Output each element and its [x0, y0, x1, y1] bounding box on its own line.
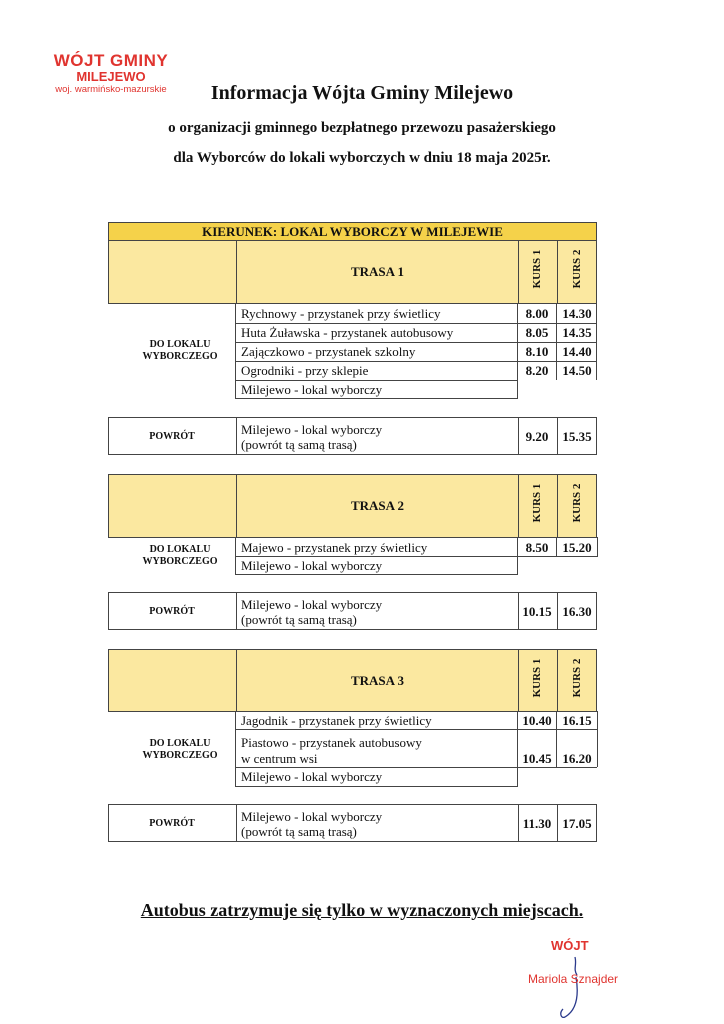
route-2-return-stop: Milejewo - lokal wyborczy [241, 597, 383, 612]
route-1-header [108, 240, 597, 304]
stamp-line3: woj. warmińsko-mazurskie [55, 84, 167, 95]
route-2-return-kurs1: 10.15 [522, 604, 552, 619]
route-1-kurs2-label: KURS 2 [571, 249, 583, 289]
route-1-stop-3: Zajączkowo - przystanek szkolny [241, 344, 416, 359]
footer-note: Autobus zatrzymuje się tylko w wyznaczonych miejscach. [140, 900, 584, 920]
route-3-return-kurs2: 17.05 [562, 816, 592, 831]
route-3-stop-2-kurs1: 10.45 [522, 751, 552, 766]
route-3-kurs1-label: KURS 1 [531, 658, 543, 698]
route-2-header [108, 474, 597, 538]
stamp-line1: WÓJT GMINY [53, 51, 169, 70]
route-2-kurs2-label: KURS 2 [571, 483, 583, 523]
signature-title: WÓJT [551, 938, 589, 953]
route-1-stop-2-kurs2: 14.35 [562, 325, 592, 340]
signature-name: Mariola Sznajder [528, 972, 619, 986]
route-1-stop-1-kurs1: 8.00 [525, 306, 549, 321]
route-3-stop-1: Jagodnik - przystanek przy świetlicy [241, 713, 432, 728]
route-3-to-label: DO LOKALU WYBORCZEGO [142, 738, 218, 761]
route-1-stop-2-kurs1: 8.05 [525, 325, 549, 340]
route-1-stop-4-kurs2: 14.50 [562, 363, 592, 378]
route-2-return-note: (powrót tą samą trasą) [241, 612, 357, 627]
route-1-stop-4: Ogrodniki - przy sklepie [241, 363, 369, 378]
document-subtitle-1: o organizacji gminnego bezpłatnego przewozu pasażerskiego [168, 120, 556, 136]
route-3-header [108, 649, 597, 712]
route-3-title: TRASA 3 [350, 673, 405, 688]
route-3-return-label: POWRÓT [149, 818, 195, 829]
route-3-stop-2-kurs2: 16.20 [562, 751, 592, 766]
route-2-to-label: DO LOKALU WYBORCZEGO [142, 544, 218, 567]
route-2-kurs1-label: KURS 1 [531, 483, 543, 523]
route-2-title: TRASA 2 [350, 498, 405, 513]
route-1-stop-3-kurs2: 14.40 [562, 344, 592, 359]
document-title: Informacja Wójta Gminy Milejewo [210, 82, 514, 104]
route-3-stop-2-line2: w centrum wsi [241, 751, 318, 766]
route-1-to-label: DO LOKALU WYBORCZEGO [142, 339, 218, 362]
route-3-stop-1-kurs2: 16.15 [562, 713, 592, 728]
direction-header [108, 222, 597, 241]
route-1-stop-4-kurs1: 8.20 [525, 363, 549, 378]
route-2-return-label: POWRÓT [149, 606, 195, 617]
route-3-return-note: (powrót tą samą trasą) [241, 824, 357, 839]
route-3-return-stop: Milejewo - lokal wyborczy [241, 809, 383, 824]
route-1-stop-1-kurs2: 14.30 [562, 306, 592, 321]
route-1-kurs1-label: KURS 1 [531, 249, 543, 289]
route-2-stop-1-kurs2: 15.20 [562, 540, 592, 555]
route-1-return-label: POWRÓT [149, 431, 195, 442]
route-1-return-kurs1: 9.20 [525, 429, 549, 444]
route-3-return-kurs1: 11.30 [522, 816, 552, 831]
document-subtitle-2: dla Wyborców do lokali wyborczych w dniu 18 maja 2025r. [173, 150, 551, 166]
route-1-stop-2: Huta Żuławska - przystanek autobusowy [241, 325, 454, 340]
direction-label: KIERUNEK: LOKAL WYBORCZY W MILEJEWIE [202, 224, 503, 239]
route-3-kurs2-label: KURS 2 [571, 658, 583, 698]
route-2-stop-1: Majewo - przystanek przy świetlicy [241, 540, 428, 555]
route-1-return-stop: Milejewo - lokal wyborczy [241, 422, 383, 437]
route-3-stop-2: Piastowo - przystanek autobusowy [241, 735, 422, 750]
route-3-stop-1-kurs1: 10.40 [522, 713, 552, 728]
route-1-title: TRASA 1 [350, 264, 405, 279]
route-2-return-kurs2: 16.30 [562, 604, 592, 619]
route-2-stop-1-kurs1: 8.50 [525, 540, 549, 555]
route-1-return-note: (powrót tą samą trasą) [241, 437, 357, 452]
route-1-stop-1: Rychnowy - przystanek przy świetlicy [241, 306, 441, 321]
route-1-stop-5: Milejewo - lokal wyborczy [241, 382, 383, 397]
route-1-return-kurs2: 15.35 [562, 429, 592, 444]
handwritten-signature [555, 955, 595, 1020]
route-2-stop-2: Milejewo - lokal wyborczy [241, 558, 383, 573]
stamp-line2: MILEJEWO [76, 69, 146, 84]
route-1-stop-3-kurs1: 8.10 [525, 344, 549, 359]
route-3-stop-3: Milejewo - lokal wyborczy [241, 769, 383, 784]
